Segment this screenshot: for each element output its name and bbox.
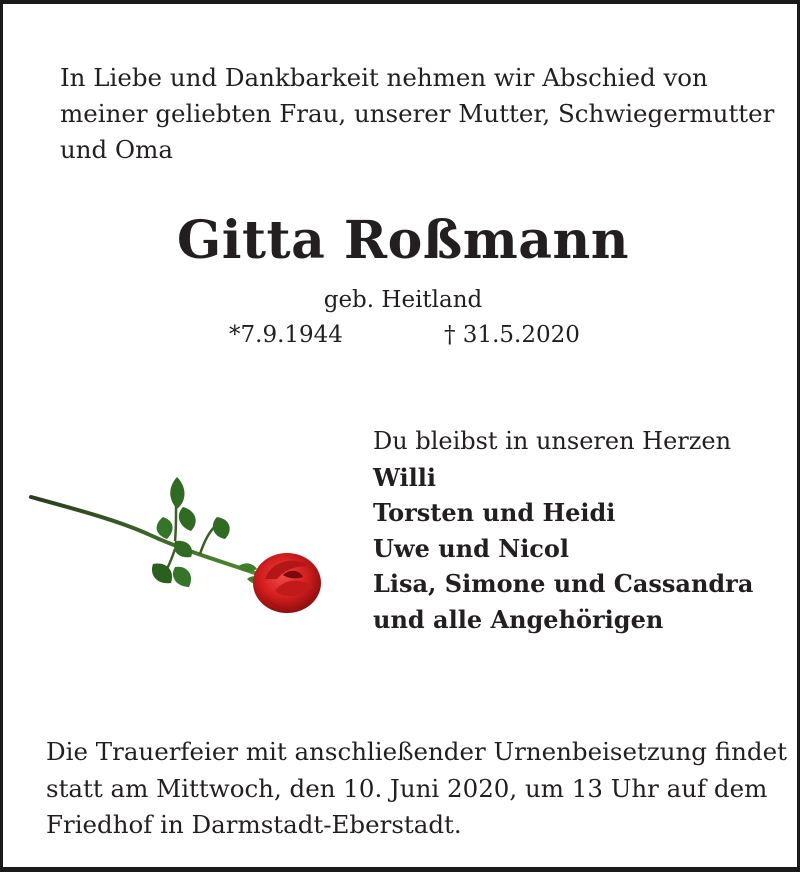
- service-line: Friedhof in Darmstadt-Eberstadt.: [46, 810, 462, 839]
- death-date: † 31.5.2020: [444, 322, 580, 348]
- intro-text: [60, 60, 775, 168]
- mourner-name: und alle Angehörigen: [373, 604, 664, 634]
- family-intro: Du bleibst in unseren Herzen: [373, 427, 732, 455]
- service-line: Die Trauerfeier mit anschließender Urnenbeisetzung findet: [46, 737, 787, 766]
- mourner-name: Lisa, Simone und Cassandra: [373, 569, 754, 598]
- mourner-name: Uwe und Nicol: [373, 533, 570, 563]
- deceased-name: Gitta Roßmann: [176, 210, 630, 271]
- mourner-name: Willi: [373, 462, 436, 492]
- maiden-name: geb. Heitland: [323, 287, 483, 313]
- service-line: statt am Mittwoch, den 10. Juni 2020, um 13 Uhr auf dem: [46, 773, 768, 803]
- family-block: [373, 424, 753, 637]
- rose-image: [25, 469, 325, 629]
- intro-line: In Liebe und Dankbarkeit nehmen wir Abschied von: [60, 63, 708, 92]
- birth-date: *7.9.1944: [229, 322, 343, 348]
- mourner-name: Torsten und Heidi: [373, 498, 616, 527]
- intro-line: meiner geliebten Frau, unserer Mutter, Schwiegermutter: [60, 99, 775, 128]
- service-details: [46, 734, 786, 844]
- intro-line: und Oma: [60, 135, 173, 164]
